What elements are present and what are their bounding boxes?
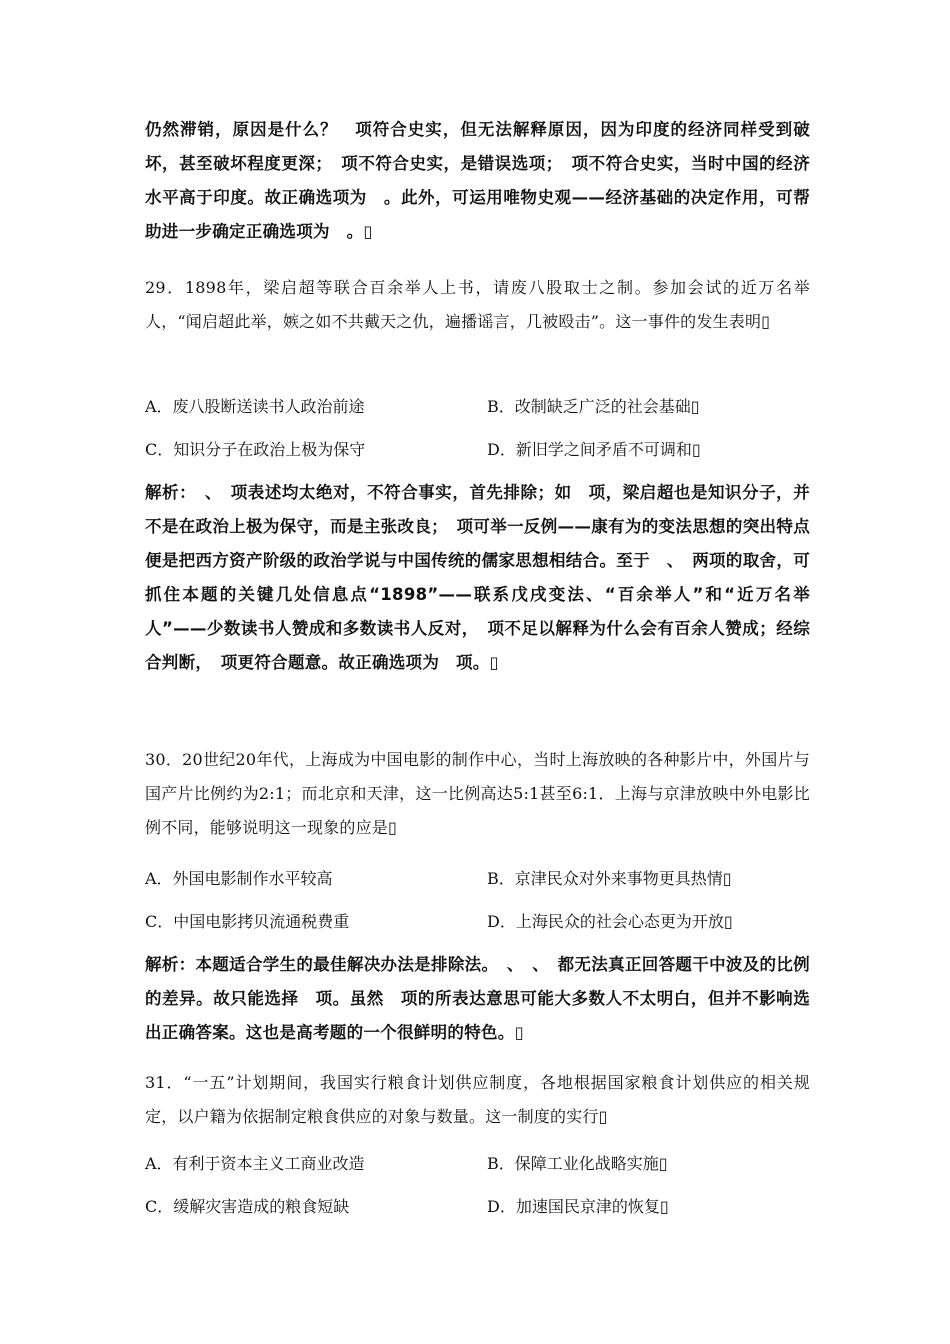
option-a: A．外国电影制作水平较高 [145,869,333,888]
question-29-options-row-2 [145,433,810,467]
option-c: C．缓解灾害造成的粮食短缺 [145,1197,350,1216]
option-a: A．有利于资本主义工商业改造 [145,1154,365,1173]
question-31-options-row-1 [145,1147,810,1181]
question-30-options-row-1 [145,862,810,896]
question-31: 31．“一五”计划期间，我国实行粮食计划供应制度，各地根据国家粮食计划供应的相关规定，以户籍为依据制定粮食供应的对象与数量。这一制度的实行▯ [145,1073,810,1126]
option-d: D．新旧学之间矛盾不可调和▯ [487,440,701,459]
question-29: 29．1898年，梁启超等联合百余举人上书，请废八股取士之制。参加会试的近万名举人，“闻启超此举，嫉之如不共戴天之仇，遍播谣言，几被殴击”。这一事件的发生表明▯ [145,278,810,331]
option-d: D．上海民众的社会心态更为开放▯ [487,912,733,931]
question-31-options-row-2 [145,1190,810,1224]
answer-30: 解析：本题适合学生的最佳解决办法是排除法。 、 、 都无法真正回答题干中波及的比例的差异。故只能选择 项。虽然 项的所表达意思可能大多数人不太明白，但并不影响选出正确答案。这也是高考题的一个很鲜明的特色。▯ [145,955,810,1042]
option-b: B．保障工业化战略实施▯ [487,1154,668,1173]
option-b: B．改制缺乏广泛的社会基础▯ [487,397,700,416]
answer-29: 解析： 、 项表述均太绝对，不符合事实，首先排除；如 项，梁启超也是知识分子，并不是在政治上极为保守，而是主张改良； 项可举一反例——康有为的变法思想的突出特点便是把西方资产阶级的政治学说与中国传统的儒家思想相结合。至于 、 两项的取舍，可抓住本题的关键几处信息点“1898”——联系戊戌变法、“百余举人”和“近万名举人”——少数读书人赞成和多数读书人反对， 项不足以解释为什么会有百余人赞成；经综合判断， 项更符合题意。故正确选项为 项。▯ [145,483,810,672]
question-29-options-row-1 [145,390,810,424]
question-30: 30．20世纪20年代，上海成为中国电影的制作中心，当时上海放映的各种影片中，外国片与国产片比例约为2:1；而北京和天津，这一比例高达5:1甚至6:1．上海与京津放映中外电影比例不同，能够说明这一现象的应是▯ [145,750,810,837]
option-c: C．知识分子在政治上极为保守 [145,440,366,459]
option-c: C．中国电影拷贝流通税费重 [145,912,350,931]
option-d: D．加速国民京津的恢复▯ [487,1197,669,1216]
answer-28-continued: 仍然滞销，原因是什么？ 项符合史实，但无法解释原因，因为印度的经济同样受到破坏，甚至破坏程度更深； 项不符合史实，是错误选项； 项不符合史实，当时中国的经济水平高于印度。故正确选项为 。此外，可运用唯物史观——经济基础的决定作用，可帮助进一步确定正确选项为 。▯ [145,120,810,241]
option-b: B．京津民众对外来事物更具热情▯ [487,869,732,888]
question-30-options-row-2 [145,905,810,939]
option-a: A．废八股断送读书人政治前途 [145,397,365,416]
